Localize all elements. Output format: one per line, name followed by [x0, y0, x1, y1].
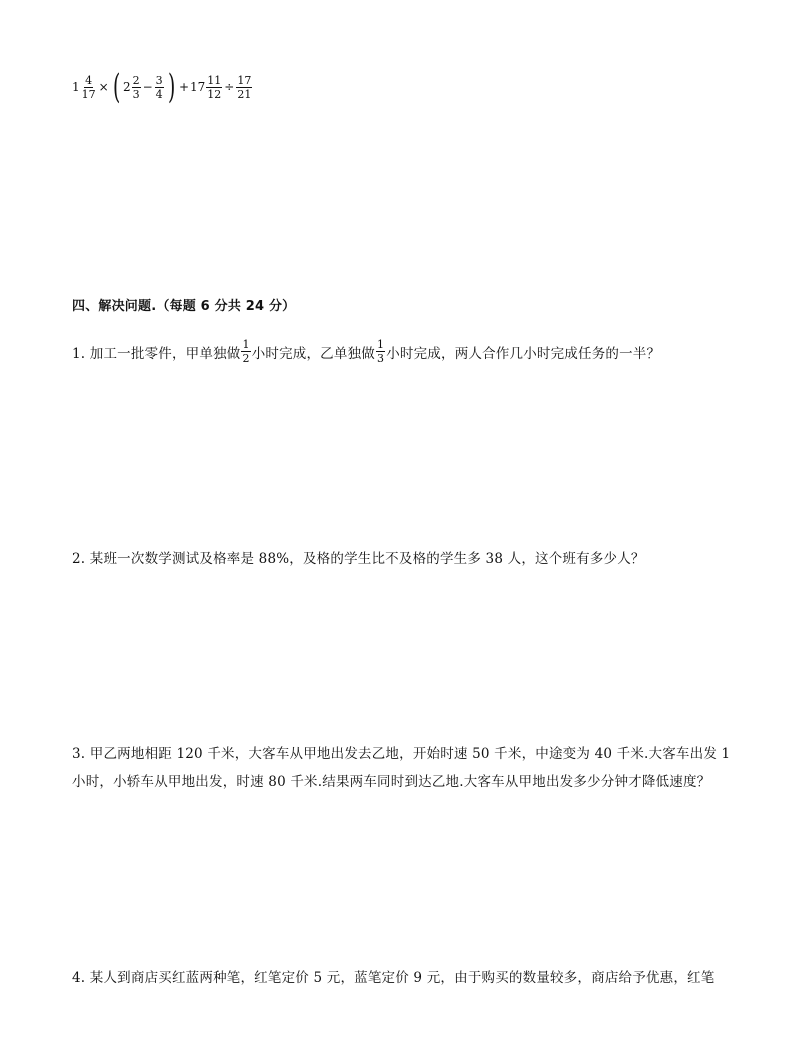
q1-suffix: 小时完成，两人合作几小时完成任务的一半？ [386, 345, 661, 362]
q1-fraction-b-numerator: 1 [377, 338, 385, 351]
minus-sign: − [142, 80, 153, 94]
term2-whole: 2 [122, 80, 131, 94]
question-4-line-1: 4. 某人到商店买红蓝两种笔，红笔定价 5 元，蓝笔定价 9 元，由于购买的数量较多，商店给予优惠，红笔 [72, 970, 715, 986]
question-3-line-2: 小时，小轿车从甲地出发，时速 80 千米.结果两车同时到达乙地.大客车从甲地出发多少分钟才降低速度？ [72, 774, 711, 790]
term2-numerator: 2 [132, 73, 140, 87]
term4-numerator: 11 [207, 73, 222, 87]
term5-fraction [236, 74, 252, 101]
math-expression [72, 67, 253, 107]
question-3-line-1: 3. 甲乙两地相距 120 千米，大客车从甲地出发去乙地，开始时速 50 千米，中途变为 40 千米.大客车出发 1 [72, 746, 731, 762]
q1-middle: 小时完成，乙单独做 [251, 345, 375, 362]
term5-numerator: 17 [237, 73, 252, 87]
q1-prefix: 1. 加工一批零件，甲单独做 [72, 345, 241, 362]
term2-denominator: 3 [132, 87, 140, 101]
term3-denominator: 4 [155, 87, 163, 101]
term2-fraction [132, 74, 141, 101]
term4-whole: 17 [190, 80, 206, 94]
question-1 [72, 338, 660, 365]
q1-fraction-b-denominator: 3 [377, 352, 385, 365]
q1-fraction-a-numerator: 1 [242, 338, 250, 351]
term4-denominator: 12 [207, 87, 222, 101]
term1-whole: 1 [72, 80, 80, 94]
term4-fraction [206, 74, 222, 101]
question-2: 2. 某班一次数学测试及格率是 88%，及格的学生比不及格的学生多 38 人，这个班有多少人？ [72, 551, 645, 567]
plus-sign: + [178, 80, 189, 94]
times-sign: × [98, 80, 109, 94]
term1-fraction [81, 74, 97, 101]
section-heading: 四、解决问题.（每题 6 分共 24 分） [72, 299, 296, 314]
term5-denominator: 21 [237, 87, 252, 101]
term1-numerator: 4 [85, 73, 93, 87]
right-paren: ) [167, 67, 175, 107]
q1-fraction-a [241, 338, 250, 365]
term3-fraction [155, 74, 164, 101]
q1-fraction-a-denominator: 2 [242, 352, 250, 365]
q1-fraction-b [376, 338, 385, 365]
term3-numerator: 3 [155, 73, 163, 87]
left-paren: ( [112, 67, 120, 107]
term1-denominator: 17 [81, 87, 96, 101]
divide-sign: ÷ [224, 80, 235, 94]
